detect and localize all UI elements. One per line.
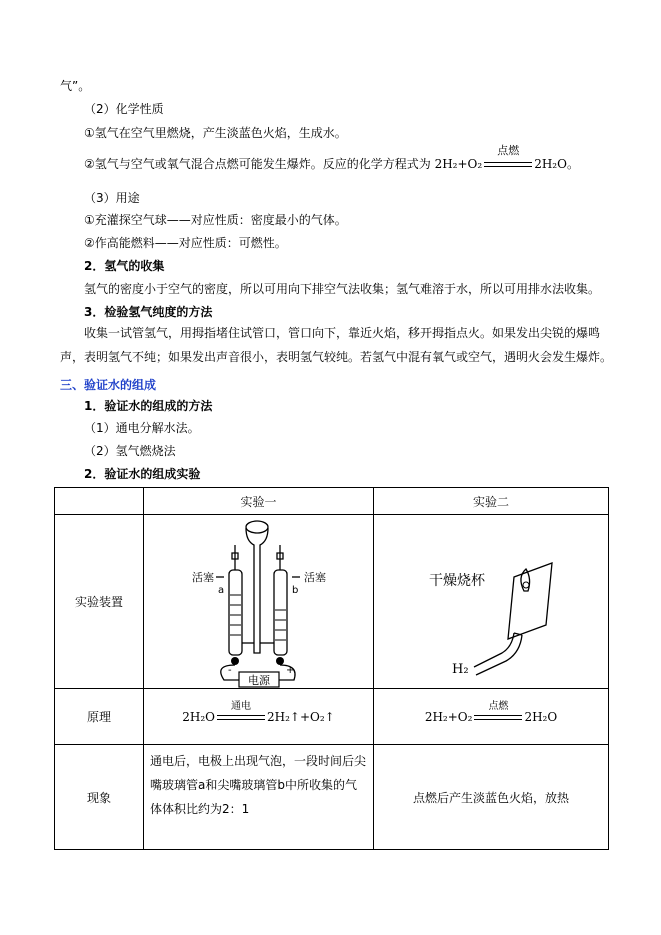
equation-right: 2H₂O。 [534,157,579,171]
phenomenon-2-cell: 点燃后产生淡蓝色火焰，放热 [374,745,609,850]
stopcock-left-label: 活塞 [192,571,214,584]
header-experiment-1: 实验一 [144,488,374,515]
intro-tail: 气”。 [60,79,91,93]
uses-heading: （3）用途 [84,191,140,205]
electrolysis-apparatus-diagram [144,515,373,688]
principle-1-condition: 通电 [231,700,251,712]
use-1: ①充灌探空气球——对应性质：密度最小的气体。 [84,213,347,227]
equation-condition: 点燃 [497,144,520,157]
table-header-row [55,488,609,515]
table-row-apparatus [55,515,609,689]
row-label-phenomenon: 现象 [55,745,144,850]
purity-text: 收集一试管氢气，用拇指堵住试管口，管口向下，靠近火焰，移开拇指点火。如果发出尖锐的爆鸣声，表明氢气不纯；如果发出声音很小，表明氢气较纯。若氢气中混有氧气或空气，遇明火会发生爆炸。 [60,326,613,364]
chem-prop-1: ①氢气在空气里燃烧，产生淡蓝色火焰，生成水。 [84,126,347,140]
principle-2-cell [374,689,609,745]
experiment-heading: 2．验证水的组成实验 [84,467,201,481]
principle-2-right: 2H₂O [524,709,558,724]
principle-1-arrow [215,700,267,724]
phenomenon-1-cell: 通电后，电极上出现气泡，一段时间后尖嘴玻璃管a和尖嘴玻璃管b中所收集的气体体积比约为2：1 [144,745,374,850]
tube-b-label: b [292,585,299,596]
principle-2-condition: 点燃 [488,700,509,712]
apparatus-2-cell [374,515,609,689]
row-label-principle: 原理 [55,689,144,745]
part3-heading: 三、验证水的组成 [60,378,157,392]
chem-prop-2-text: ②氢气与空气或氧气混合点燃可能发生爆炸。反应的化学方程式为 [84,157,435,171]
dry-beaker-label: 干燥烧杯 [429,573,485,589]
collect-heading: 2．氢气的收集 [84,259,165,273]
collect-text: 氢气的密度小于空气的密度，所以可用向下排空气法收集；氢气难溶于水，所以可用排水法收集。 [84,282,601,296]
header-empty-cell [55,488,144,515]
hydrogen-burning-diagram [374,515,608,688]
apparatus-1-cell [144,515,374,689]
use-2: ②作高能燃料——对应性质：可燃性。 [84,236,287,250]
chem-prop-2 [84,144,579,172]
chem-props-heading: （2）化学性质 [84,102,164,116]
principle-2-arrow [472,700,524,724]
power-label: 电源 [248,674,270,687]
stopcock-right-label: 活塞 [304,571,326,584]
row-label-apparatus: 实验装置 [55,515,144,689]
negative-terminal: - [228,665,232,676]
hydrogen-label: H₂ [452,662,469,677]
table-row-phenomenon [55,745,609,850]
principle-1-left: 2H₂O [182,709,215,724]
header-experiment-2: 实验二 [374,488,609,515]
principle-2-left: 2H₂+O₂ [424,709,473,724]
equation-left: 2H₂+O₂ [434,157,483,171]
equation-arrow [482,144,534,172]
principle-1-right: 2H₂↑+O₂↑ [267,709,335,724]
methods-heading: 1．验证水的组成的方法 [84,399,213,413]
experiment-table [54,487,609,850]
tube-a-label: a [218,585,225,596]
principle-1-cell [144,689,374,745]
purity-heading: 3．检验氢气纯度的方法 [84,305,213,319]
table-row-principle [55,689,609,745]
method-2: （2）氢气燃烧法 [84,444,176,458]
method-1: （1）通电分解水法。 [84,421,200,435]
positive-terminal: + [286,665,295,676]
